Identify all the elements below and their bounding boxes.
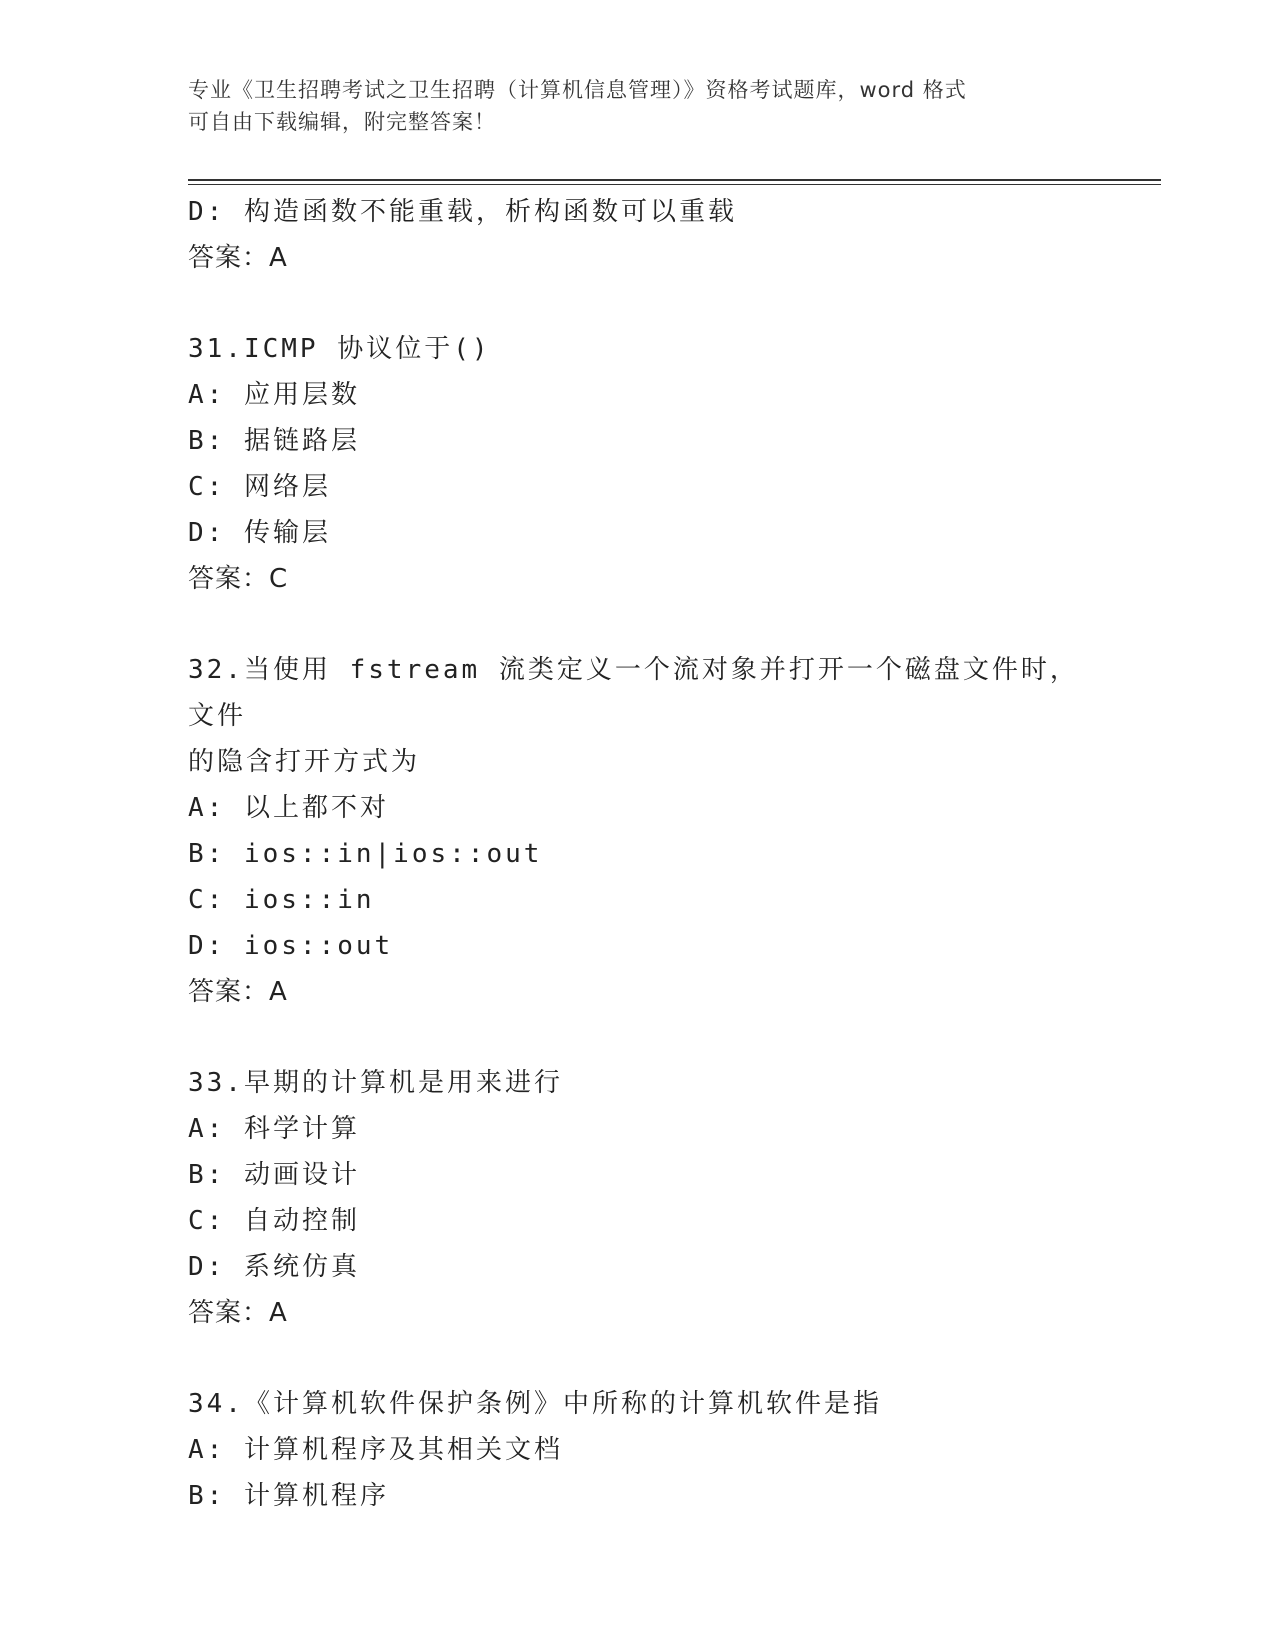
spacer	[188, 1015, 1088, 1060]
question-33	[188, 1060, 1088, 1336]
option-c: C: 自动控制	[188, 1206, 360, 1236]
question-stem: 34.《计算机软件保护条例》中所称的计算机软件是指	[188, 1389, 882, 1419]
question-stem: 33.早期的计算机是用来进行	[188, 1068, 563, 1098]
previous-question-tail	[188, 189, 1088, 281]
option-d: D: 传输层	[188, 518, 331, 548]
option-b: B: 动画设计	[188, 1160, 360, 1190]
option-c: C: ios::in	[188, 885, 375, 915]
header-line-1: 专业《卫生招聘考试之卫生招聘（计算机信息管理）》资格考试题库，word 格式	[188, 78, 967, 102]
option-d: D: 系统仿真	[188, 1252, 360, 1282]
header-divider-thin	[188, 184, 1161, 185]
answer-line: 答案：A	[188, 977, 288, 1007]
header-divider-thick	[188, 179, 1161, 181]
question-stem-line-2: 的隐含打开方式为	[188, 747, 421, 777]
option-c: C: 网络层	[188, 472, 331, 502]
answer-line: 答案：C	[188, 564, 289, 594]
question-32	[188, 647, 1088, 1015]
question-list	[188, 189, 1088, 1519]
option-b: B: 计算机程序	[188, 1481, 389, 1511]
question-34	[188, 1381, 1088, 1519]
document-header	[188, 74, 1088, 138]
spacer	[188, 602, 1088, 647]
option-b: B: ios::in|ios::out	[188, 839, 543, 869]
option-d: D: 构造函数不能重载，析构函数可以重载	[188, 197, 737, 227]
question-stem-line-1: 32.当使用 fstream 流类定义一个流对象并打开一个磁盘文件时，文件	[188, 655, 1079, 731]
answer-line: 答案：A	[188, 243, 288, 273]
option-a: A: 科学计算	[188, 1114, 360, 1144]
option-a: A: 计算机程序及其相关文档	[188, 1435, 563, 1465]
header-line-2: 可自由下载编辑，附完整答案！	[188, 110, 496, 134]
question-31	[188, 326, 1088, 602]
option-a: A: 应用层数	[188, 380, 360, 410]
option-a: A: 以上都不对	[188, 793, 389, 823]
answer-line: 答案：A	[188, 1298, 288, 1328]
option-d: D: ios::out	[188, 931, 394, 961]
question-stem: 31.ICMP 协议位于()	[188, 334, 491, 364]
spacer	[188, 281, 1088, 326]
option-b: B: 据链路层	[188, 426, 360, 456]
spacer	[188, 1336, 1088, 1381]
